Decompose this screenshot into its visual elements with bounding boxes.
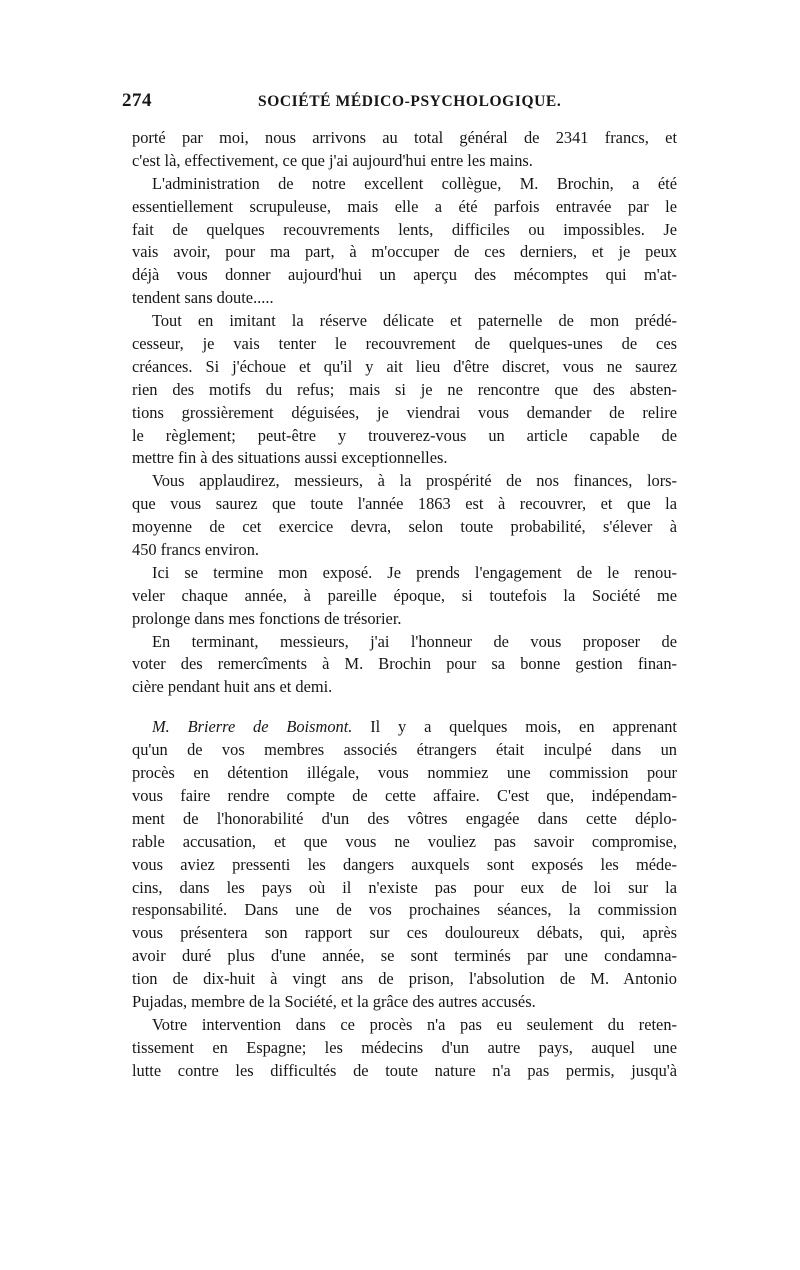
speaker-name: M. Brierre de Boismont.	[152, 717, 353, 737]
text-line: procès en détention illégale, vous nommiez une commission pour	[132, 763, 677, 783]
body-text	[132, 127, 677, 1083]
text-line: Vous applaudirez, messieurs, à la prospérité de nos finances, lors-	[152, 471, 677, 491]
text-line: rable accusation, et que vous ne vouliez pas savoir compromise,	[132, 831, 677, 851]
text-line: qu'un de vos membres associés étrangers était inculpé dans un	[132, 740, 677, 760]
text-line: ment de l'honorabilité d'un des vôtres engagée dans cette déplo-	[132, 808, 677, 828]
page-number: 274	[122, 90, 152, 111]
text-line: Votre intervention dans ce procès n'a pas eu seulement du reten-	[152, 1014, 677, 1034]
text-line: voter des remercîments à M. Brochin pour sa bonne gestion finan-	[132, 654, 677, 674]
text-line: rien des motifs du refus; mais si je ne rencontre que des absten-	[132, 379, 677, 399]
text-line: fait de quelques recouvrements lents, difficiles ou impossibles. Je	[132, 219, 677, 239]
text-line: vous faire rendre compte de cette affaire. C'est que, indépendam-	[132, 785, 677, 805]
text-line: cins, dans les pays où il n'existe pas pour eux de loi sur la	[132, 877, 677, 897]
text-line: Ici se termine mon exposé. Je prends l'engagement de le renou-	[152, 562, 677, 582]
text-line: c'est là, effectivement, ce que j'ai aujourd'hui entre les mains.	[132, 150, 533, 170]
text-line: essentiellement scrupuleuse, mais elle a été parfois entravée par le	[132, 196, 677, 216]
text-line: tissement en Espagne; les médecins d'un autre pays, auquel une	[132, 1037, 677, 1057]
text-line: porté par moi, nous arrivons au total général de 2341 francs, et	[132, 128, 677, 147]
text-line: prolonge dans mes fonctions de trésorier.	[132, 608, 402, 628]
text-line: tion de dix-huit à vingt ans de prison, l'absolution de M. Antonio	[132, 969, 677, 989]
text-line: veler chaque année, à pareille époque, si toutefois la Société me	[132, 585, 677, 605]
text-line: avoir duré plus d'une année, se sont terminés par une condamna-	[132, 946, 677, 966]
text-line: vous aviez pressenti les dangers auxquels sont exposés les méde-	[132, 854, 677, 874]
text-line: cesseur, je vais tenter le recouvrement de quelques-unes de ces	[132, 334, 677, 354]
text-line: L'administration de notre excellent collègue, M. Brochin, a été	[152, 173, 677, 193]
text-line: mettre fin à des situations aussi exceptionnelles.	[132, 448, 448, 468]
text-line: vais avoir, pour ma part, à m'occuper de ces derniers, et je peux	[132, 242, 677, 262]
text-line: déjà vous donner aujourd'hui un aperçu des mécomptes qui m'at-	[132, 265, 677, 285]
text-line: Tout en imitant la réserve délicate et paternelle de mon prédé-	[152, 311, 677, 331]
text-line: créances. Si j'échoue et qu'il y ait lieu d'être discret, vous ne saurez	[132, 356, 677, 376]
text-line: moyenne de cet exercice devra, selon toute probabilité, s'élever à	[132, 517, 677, 537]
running-title: SOCIÉTÉ MÉDICO-PSYCHOLOGIQUE.	[258, 93, 562, 110]
text-line: En terminant, messieurs, j'ai l'honneur de vous proposer de	[152, 631, 677, 651]
text-line: le règlement; peut-être y trouverez-vous un article capable de	[132, 425, 677, 445]
text-line: lutte contre les difficultés de toute nature n'a pas permis, jusqu'à	[132, 1060, 677, 1080]
speaker-line	[132, 716, 677, 739]
speaker-line-text: Il y a quelques mois, en apprenant	[370, 717, 677, 737]
text-line: responsabilité. Dans une de vos prochaines séances, la commission	[132, 900, 677, 920]
paragraph-gap	[132, 699, 677, 716]
text-line: que vous saurez que toute l'année 1863 est à recouvrer, et que la	[132, 494, 677, 514]
text-line: tions grossièrement déguisées, je viendrai vous demander de relire	[132, 402, 677, 422]
text-line: cière pendant huit ans et demi.	[132, 677, 333, 697]
text-line: vous présentera son rapport sur ces douloureux débats, qui, après	[132, 923, 677, 943]
page-header	[122, 90, 682, 120]
text-line: 450 francs environ.	[132, 540, 259, 560]
text-line: tendent sans doute.....	[132, 288, 274, 308]
text-line: Pujadas, membre de la Société, et la grâce des autres accusés.	[132, 991, 536, 1011]
